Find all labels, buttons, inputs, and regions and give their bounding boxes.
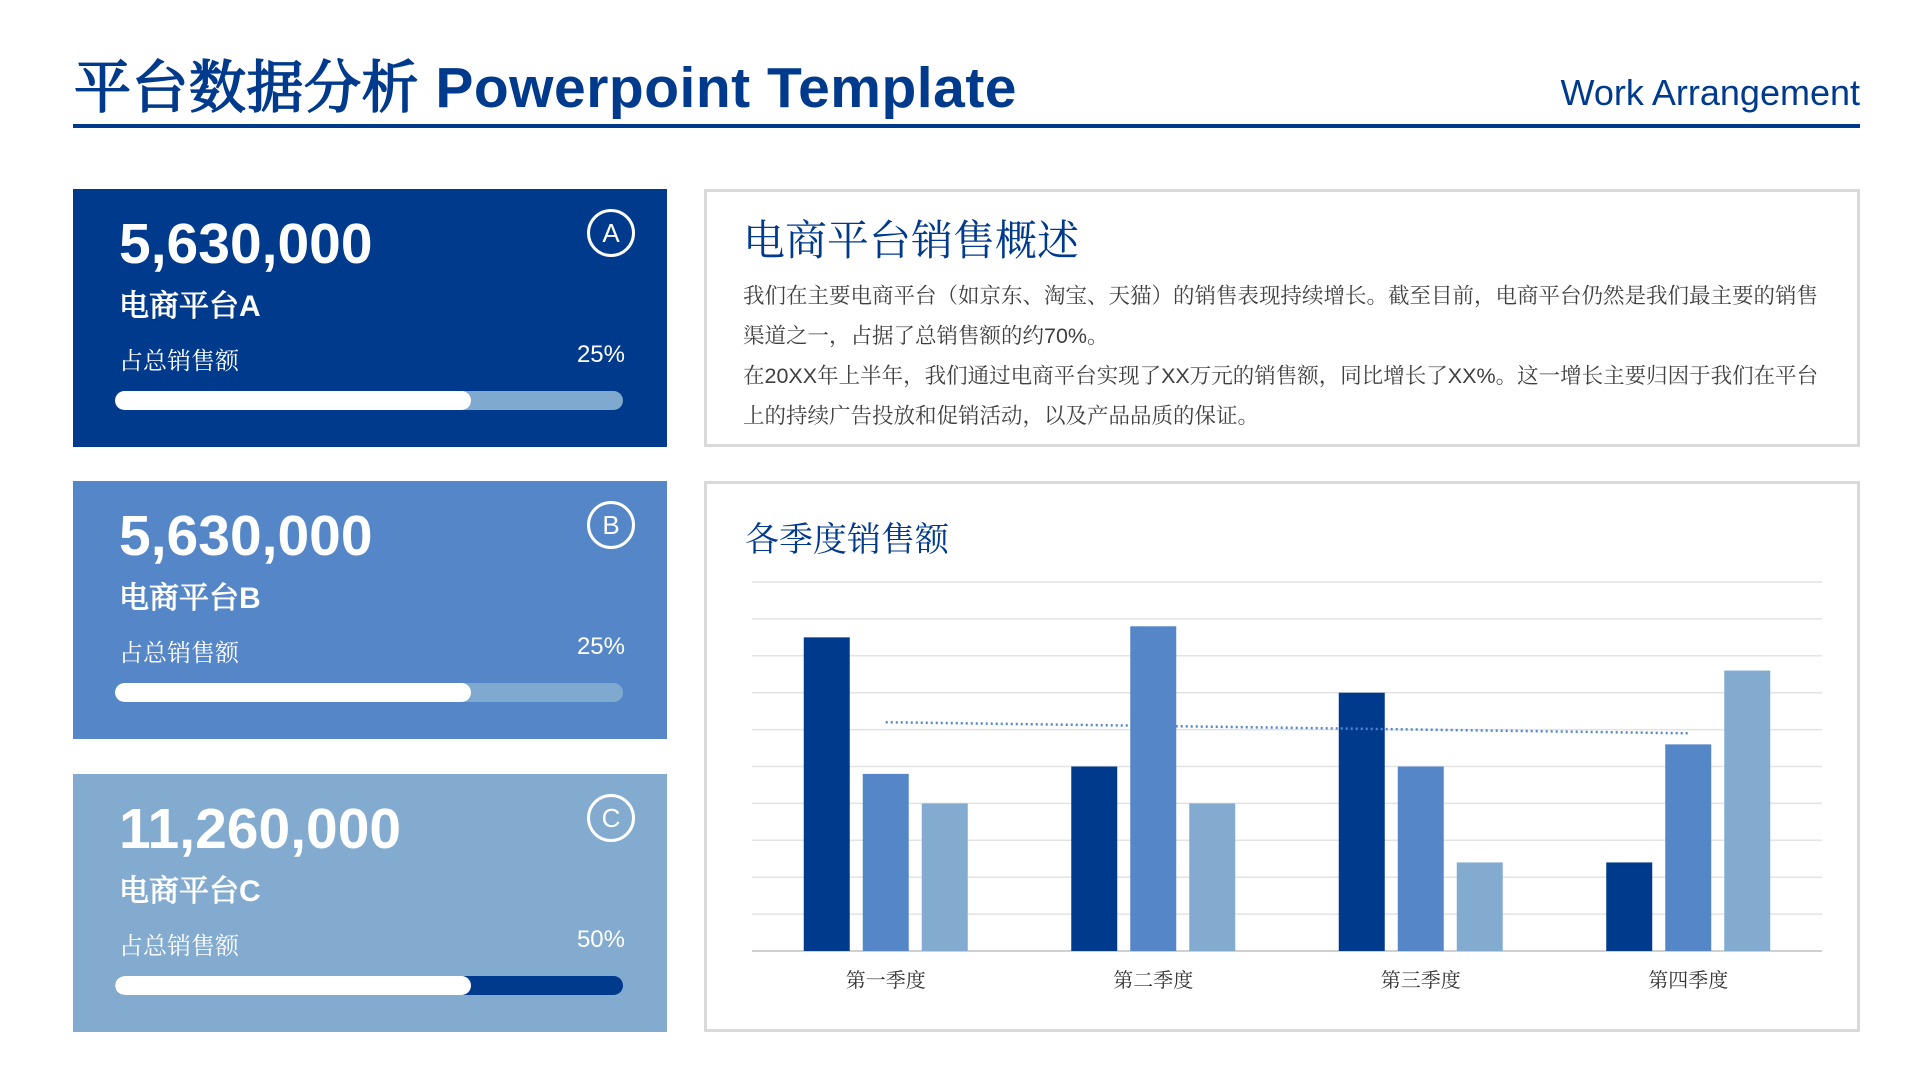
progress-track (115, 683, 623, 702)
stat-card-c (73, 774, 667, 1032)
progress-track (115, 976, 623, 995)
stat-card-a (73, 189, 667, 447)
letter-badge-icon: C (587, 794, 635, 842)
bar-chart (707, 484, 1857, 1029)
chart-bar (1665, 744, 1711, 951)
overview-text (743, 276, 1823, 436)
page-subtitle: Work Arrangement (1560, 72, 1860, 113)
header-divider (73, 124, 1860, 128)
progress-fill (115, 976, 471, 995)
overview-paragraph: 在20XX年上半年，我们通过电商平台实现了XX万元的销售额，同比增长了XX%。这一增长主要归因于我们在平台上的持续广告投放和促销活动，以及产品品质的保证。 (743, 364, 1819, 428)
progress-track (115, 391, 623, 410)
chart-bar (1339, 693, 1385, 951)
share-percent: 25% (576, 341, 625, 368)
chart-bar (1606, 862, 1652, 951)
overview-paragraph: 我们在主要电商平台（如京东、淘宝、天猫）的销售表现持续增长。截至目前，电商平台仍然是我们最主要的销售渠道之一，占据了总销售额的约70%。 (743, 284, 1819, 348)
chart-bar (1724, 671, 1770, 951)
chart-bar (804, 637, 850, 951)
chart-title: 各季度销售额 (745, 521, 949, 559)
chart-panel (704, 481, 1860, 1032)
platform-name: 电商平台C (119, 875, 261, 908)
platform-name: 电商平台B (119, 582, 261, 615)
progress-fill (115, 391, 471, 410)
letter-badge-icon: B (587, 501, 635, 549)
chart-bar (922, 803, 968, 951)
x-tick-label: 第一季度 (845, 970, 926, 992)
chart-bar (1130, 626, 1176, 951)
stat-value: 11,260,000 (119, 797, 402, 861)
chart-bar (1457, 862, 1503, 951)
chart-bar (1189, 803, 1235, 951)
share-percent: 50% (576, 926, 625, 953)
stat-value: 5,630,000 (119, 504, 373, 568)
x-tick-label: 第二季度 (1113, 970, 1194, 992)
share-label: 占总销售额 (119, 933, 239, 960)
stat-card-b (73, 481, 667, 739)
page-title: 平台数据分析 Powerpoint Template (74, 56, 1018, 120)
x-tick-label: 第四季度 (1648, 970, 1729, 992)
stat-value: 5,630,000 (119, 212, 373, 276)
overview-panel (704, 189, 1860, 447)
chart-bar (1398, 767, 1444, 952)
chart-bar (1071, 767, 1117, 952)
chart-bar (863, 774, 909, 951)
share-label: 占总销售额 (119, 348, 239, 375)
trend-line (886, 722, 1689, 733)
share-label: 占总销售额 (119, 640, 239, 667)
share-percent: 25% (576, 633, 625, 660)
progress-fill (115, 683, 471, 702)
platform-name: 电商平台A (119, 290, 261, 323)
overview-title: 电商平台销售概述 (743, 217, 1080, 264)
x-tick-label: 第三季度 (1380, 970, 1461, 992)
letter-badge-icon: A (587, 209, 635, 257)
